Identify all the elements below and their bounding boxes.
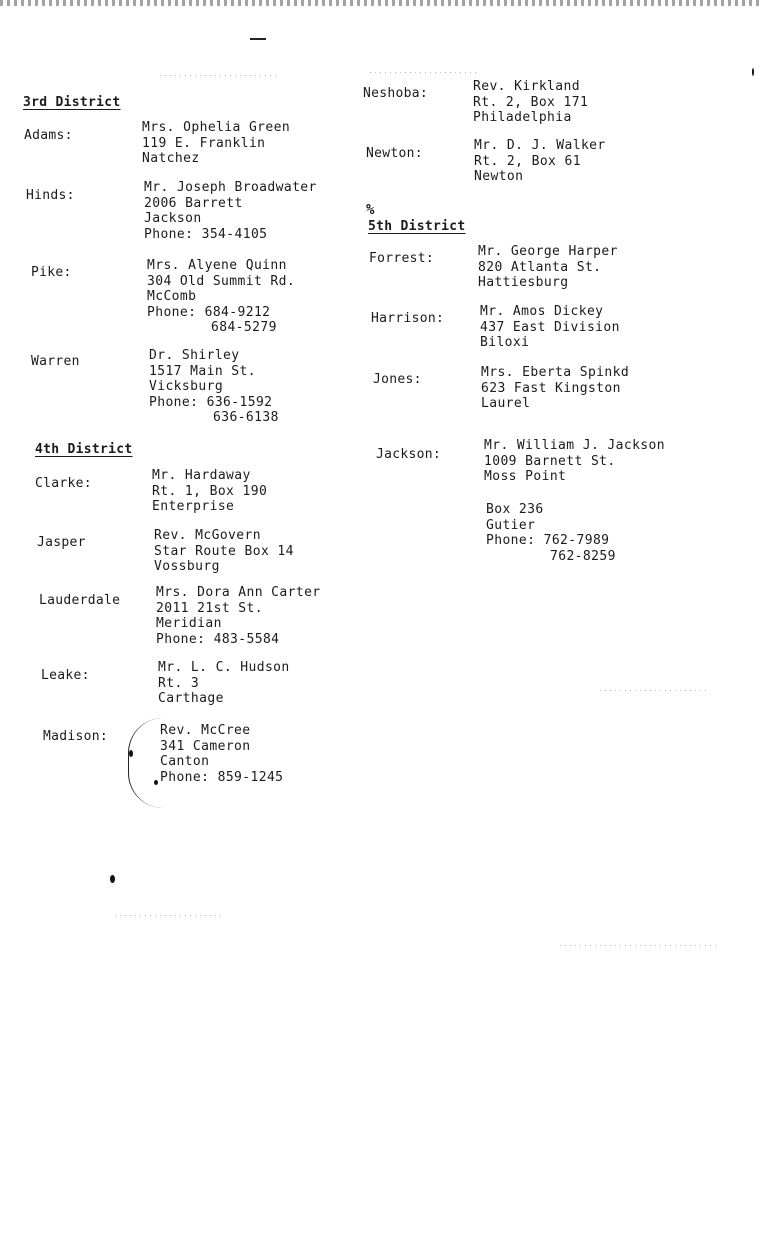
address-line: 1517 Main St.	[149, 363, 256, 379]
address-line: Newton	[474, 169, 524, 184]
address-line: 2011 21st St.	[156, 600, 263, 616]
scan-noise	[370, 72, 480, 73]
address-line: 1009 Barnett St.	[484, 453, 616, 469]
address-line: Phone: 762-7989	[486, 533, 610, 548]
county-leake: Leake:	[41, 668, 90, 683]
scan-noise	[560, 945, 720, 946]
address-line: 341 Cameron	[160, 738, 251, 754]
ink-mark	[110, 875, 115, 883]
address-line: Phone: 859-1245	[160, 769, 284, 785]
percent-mark: %	[366, 202, 375, 218]
county-madison: Madison:	[43, 729, 109, 744]
address-line: Rev. Kirkland	[473, 79, 580, 94]
address-line: Mr. Hardaway	[152, 468, 251, 483]
address-line: 820 Atlanta St.	[478, 259, 602, 275]
scan-noise	[600, 690, 710, 691]
county-hinds: Hinds:	[26, 188, 75, 203]
address-line: Dr. Shirley	[149, 348, 240, 363]
address-line: 762-8259	[550, 548, 616, 564]
address-line: Mr. L. C. Hudson	[158, 660, 290, 675]
address-line: Rt. 1, Box 190	[152, 483, 268, 499]
address-line: Mr. William J. Jackson	[484, 438, 665, 453]
address-line: Phone: 684-9212	[147, 304, 271, 320]
address-line: 437 East Division	[480, 319, 620, 335]
county-forrest: Forrest:	[369, 251, 435, 266]
address-line: Phone: 354-4105	[144, 226, 268, 242]
address-line: Mrs. Eberta Spinkd	[481, 365, 630, 380]
county-newton: Newton:	[366, 146, 423, 161]
address-line: Mrs. Ophelia Green	[142, 120, 291, 135]
address-harrison	[480, 304, 620, 351]
address-line: Rev. McCree	[160, 723, 251, 738]
heading-5th-district: 5th District	[368, 219, 466, 234]
address-line: Rt. 2, Box 171	[473, 94, 589, 110]
address-line: Hattiesburg	[478, 275, 569, 290]
county-harrison: Harrison:	[371, 311, 445, 326]
heading-4th-district: 4th District	[35, 442, 133, 457]
county-adams: Adams:	[24, 128, 73, 143]
address-line: Carthage	[158, 691, 224, 706]
address-leake	[158, 660, 290, 707]
scan-noise	[115, 915, 225, 916]
address-lauderdale	[156, 585, 321, 647]
scan-noise	[160, 75, 280, 76]
address-line: Mrs. Alyene Quinn	[147, 258, 287, 273]
handwritten-bracket	[128, 718, 163, 808]
address-line: Star Route Box 14	[154, 543, 294, 559]
address-line: Mr. Joseph Broadwater	[144, 180, 317, 195]
address-line: Natchez	[142, 151, 200, 166]
address-forrest	[478, 244, 618, 291]
address-line: Enterprise	[152, 499, 235, 514]
address-line: 636-6138	[213, 410, 279, 425]
county-neshoba: Neshoba:	[363, 86, 429, 101]
address-line: Biloxi	[480, 335, 530, 350]
address-line: Mr. Amos Dickey	[480, 304, 604, 319]
address-line: Meridian	[156, 616, 222, 631]
ink-mark	[154, 780, 158, 785]
address-clarke	[152, 468, 267, 515]
ink-mark	[752, 68, 754, 76]
address-line: Laurel	[481, 396, 531, 411]
address-line: Mrs. Dora Ann Carter	[156, 585, 321, 600]
address-newton	[474, 138, 606, 185]
address-adams	[142, 120, 290, 167]
ink-mark	[129, 750, 133, 757]
county-jones: Jones:	[373, 372, 422, 387]
county-warren: Warren	[31, 354, 80, 369]
address-line: Philadelphia	[473, 110, 572, 125]
address-hinds	[144, 180, 317, 242]
scan-mark	[250, 38, 266, 40]
address-line: Gutier	[486, 517, 536, 533]
address-jackson-extra	[486, 502, 616, 564]
address-line: 684-5279	[211, 320, 277, 335]
scan-top-edge	[0, 0, 763, 6]
address-line: Vicksburg	[149, 379, 224, 394]
address-line: 119 E. Franklin	[142, 135, 266, 151]
heading-3rd-district: 3rd District	[23, 95, 121, 110]
address-line: Box 236	[486, 502, 544, 517]
address-line: Phone: 483-5584	[156, 631, 280, 647]
county-pike: Pike:	[31, 265, 72, 280]
county-clarke: Clarke:	[35, 476, 92, 491]
address-line: Rt. 2, Box 61	[474, 153, 581, 169]
address-line: Mr. George Harper	[478, 244, 618, 259]
address-line: Rev. McGovern	[154, 528, 261, 543]
address-line: 304 Old Summit Rd.	[147, 273, 296, 289]
county-jasper: Jasper	[37, 535, 86, 550]
address-line: Phone: 636-1592	[149, 394, 273, 410]
address-jones	[481, 365, 629, 412]
address-line: Moss Point	[484, 469, 567, 484]
address-line: Rt. 3	[158, 675, 200, 691]
address-line: Mr. D. J. Walker	[474, 138, 606, 153]
county-jackson: Jackson:	[376, 447, 442, 462]
address-line: Jackson	[144, 211, 202, 226]
address-jackson	[484, 438, 665, 485]
address-line: 623 Fast Kingston	[481, 380, 621, 396]
address-pike	[147, 258, 295, 336]
address-warren	[149, 348, 279, 426]
address-neshoba	[473, 79, 588, 126]
address-madison	[160, 723, 283, 785]
address-line: McComb	[147, 289, 197, 304]
address-line: Canton	[160, 754, 210, 769]
address-jasper	[154, 528, 294, 575]
address-line: 2006 Barrett	[144, 195, 243, 211]
address-line: Vossburg	[154, 559, 220, 574]
county-lauderdale: Lauderdale	[39, 593, 121, 608]
